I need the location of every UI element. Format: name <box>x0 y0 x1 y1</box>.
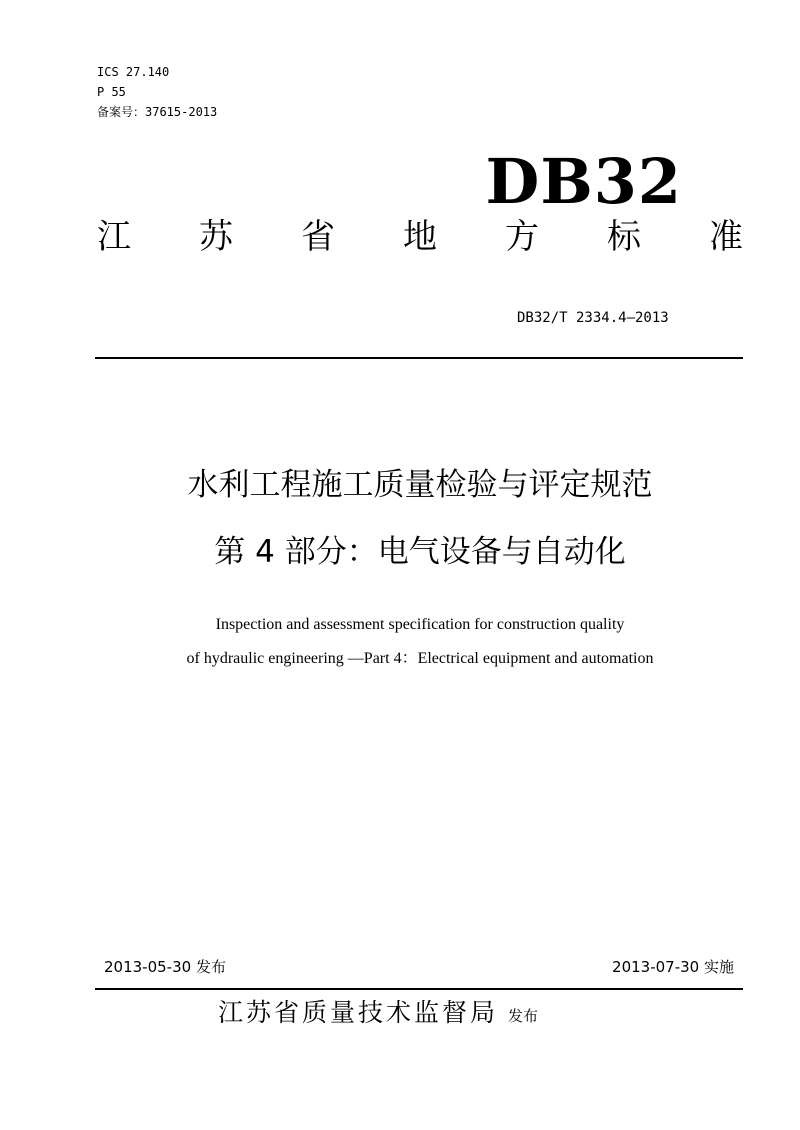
ccs-code: P 55 <box>97 85 126 99</box>
title-char: 标 <box>607 217 641 257</box>
issuer-name: 江苏省质量技术监督局 <box>218 998 499 1027</box>
english-title-line-1: Inspection and assessment specification for construction quality <box>215 616 625 633</box>
chinese-title-line-1: 水利工程施工质量检验与评定规范 <box>187 467 653 503</box>
standard-code: DB32 <box>485 145 682 218</box>
issuer-suffix: 发布 <box>508 1007 539 1025</box>
title-char: 方 <box>505 217 539 257</box>
ics-code: ICS 27.140 <box>97 65 170 79</box>
title-char: 准 <box>709 217 743 257</box>
title-char: 江 <box>97 217 131 257</box>
standard-type-title <box>97 214 743 260</box>
issuing-authority <box>218 996 538 1033</box>
english-title-line-2: of hydraulic engineering —Part 4：Electrical equipment and automation <box>186 650 654 667</box>
classification-block <box>97 62 217 122</box>
implementation-date: 2013-07-30 实施 <box>612 958 734 976</box>
title-char: 苏 <box>199 217 233 257</box>
chinese-title-line-2: 第 4 部分：电气设备与自动化 <box>214 534 626 570</box>
top-divider <box>95 357 743 359</box>
record-number: 备案号：37615-2013 <box>97 105 218 119</box>
issue-date: 2013-05-30 发布 <box>104 958 226 976</box>
title-char: 地 <box>403 217 437 257</box>
standard-number: DB32/T 2334.4—2013 <box>517 310 669 326</box>
bottom-divider <box>95 988 743 990</box>
title-char: 省 <box>301 217 335 257</box>
